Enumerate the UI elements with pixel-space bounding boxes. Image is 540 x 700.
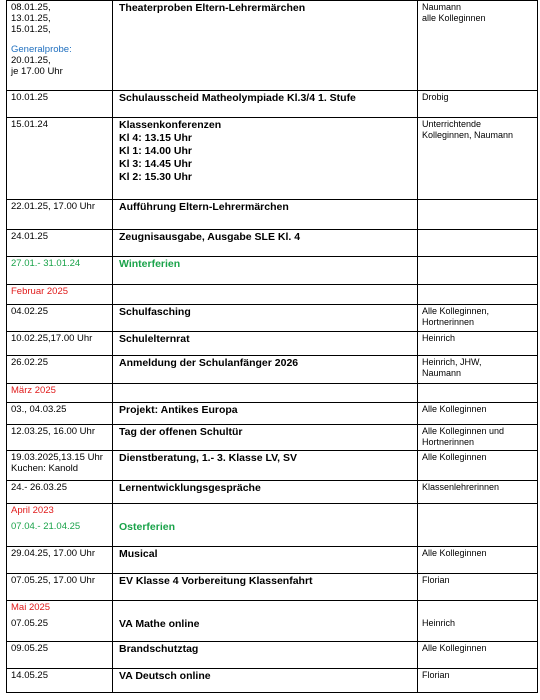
date-cell xyxy=(7,1,113,91)
text-line: Drobig xyxy=(422,92,449,102)
event-cell xyxy=(113,642,418,669)
event-row xyxy=(7,403,538,425)
responsible-cell xyxy=(418,305,538,332)
text-line: 24.- 26.03.25 xyxy=(11,482,67,493)
event-cell xyxy=(113,425,418,451)
date-cell xyxy=(7,520,113,547)
date-cell xyxy=(7,574,113,601)
event-cell xyxy=(113,574,418,601)
text-line: Heinrich xyxy=(422,617,456,628)
date-cell xyxy=(7,257,113,285)
event-row xyxy=(7,332,538,356)
text-line: Alle Kolleginnen xyxy=(422,643,487,653)
text-line: Florian xyxy=(422,670,450,680)
text-line: Brandschutztag xyxy=(119,643,199,655)
event-cell xyxy=(113,230,418,257)
text-line: Alle Kolleginnen xyxy=(422,404,487,414)
responsible-cell xyxy=(418,617,538,642)
date-cell xyxy=(7,617,113,642)
text-line: Schulfasching xyxy=(119,306,191,318)
text-line: 07.05.25 xyxy=(11,617,48,629)
empty-cell xyxy=(113,504,418,520)
month-row xyxy=(7,601,538,617)
event-row xyxy=(7,669,538,693)
empty-cell xyxy=(113,384,418,403)
text-line: Klassenkonferenzen xyxy=(119,119,222,131)
text-line: Kl 1: 14.00 Uhr xyxy=(119,145,192,157)
text-line: 09.05.25 xyxy=(11,643,48,654)
responsible-cell xyxy=(418,257,538,285)
date-cell xyxy=(7,200,113,230)
text-line: 19.03.2025,13.15 Uhr xyxy=(11,452,103,463)
text-line: Klassenlehrerinnen xyxy=(422,482,500,492)
empty-cell xyxy=(418,504,538,520)
event-cell xyxy=(113,332,418,356)
event-cell xyxy=(113,547,418,574)
date-cell xyxy=(7,425,113,451)
text-line: 14.05.25 xyxy=(11,670,48,681)
date-cell xyxy=(7,230,113,257)
text-line: Generalprobe: xyxy=(11,44,72,55)
date-cell xyxy=(7,305,113,332)
text-line: 08.01.25, xyxy=(11,2,51,13)
responsible-cell xyxy=(418,451,538,481)
event-cell xyxy=(113,617,418,642)
event-cell xyxy=(113,257,418,285)
text-line: Naumann xyxy=(422,367,462,378)
empty-cell xyxy=(418,384,538,403)
responsible-cell xyxy=(418,642,538,669)
text-line: Dienstberatung, 1.- 3. Klasse LV, SV xyxy=(119,452,297,464)
event-row xyxy=(7,91,538,118)
responsible-cell xyxy=(418,332,538,356)
date-cell xyxy=(7,547,113,574)
event-cell xyxy=(113,200,418,230)
text-line: 07.05.25, 17.00 Uhr xyxy=(11,575,95,586)
event-cell xyxy=(113,520,418,547)
event-cell xyxy=(113,451,418,481)
event-row xyxy=(7,481,538,504)
text-line: März 2025 xyxy=(11,385,56,396)
text-line: Heinrich xyxy=(422,333,456,343)
event-cell xyxy=(113,669,418,693)
empty-cell xyxy=(418,285,538,305)
event-row xyxy=(7,574,538,601)
event-row xyxy=(7,642,538,669)
month-label-cell xyxy=(7,504,113,520)
text-line: Lernentwicklungsgespräche xyxy=(119,482,261,494)
text-line: Schulausscheid Matheolympiade Kl.3/4 1. Stufe xyxy=(119,92,356,104)
text-line: je 17.00 Uhr xyxy=(11,66,63,77)
empty-cell xyxy=(113,285,418,305)
text-line: 03., 04.03.25 xyxy=(11,404,67,415)
text-line: Zeugnisausgabe, Ausgabe SLE Kl. 4 xyxy=(119,231,301,243)
date-cell xyxy=(7,356,113,384)
date-cell xyxy=(7,118,113,200)
responsible-cell xyxy=(418,200,538,230)
month-row xyxy=(7,384,538,403)
event-row xyxy=(7,617,538,642)
text-line: Unterrichtende xyxy=(422,119,482,129)
text-line: EV Klasse 4 Vorbereitung Klassenfahrt xyxy=(119,575,313,587)
responsible-cell xyxy=(418,1,538,91)
text-line: 04.02.25 xyxy=(11,306,48,317)
text-line: April 2023 xyxy=(11,505,54,516)
date-cell xyxy=(7,451,113,481)
empty-cell xyxy=(418,601,538,617)
responsible-cell xyxy=(418,547,538,574)
responsible-cell xyxy=(418,425,538,451)
text-line: Musical xyxy=(119,548,158,560)
event-cell xyxy=(113,91,418,118)
event-cell xyxy=(113,481,418,504)
event-cell xyxy=(113,118,418,200)
responsible-cell xyxy=(418,118,538,200)
text-line: Kuchen: Kanold xyxy=(11,463,79,474)
text-line: Mai 2025 xyxy=(11,602,51,613)
event-cell xyxy=(113,305,418,332)
date-cell xyxy=(7,669,113,693)
text-line: alle Kolleginnen xyxy=(422,12,486,23)
date-cell xyxy=(7,403,113,425)
empty-cell xyxy=(113,601,418,617)
text-line: Kolleginnen, Naumann xyxy=(422,129,514,140)
event-row xyxy=(7,305,538,332)
spacer xyxy=(11,35,108,44)
text-line: Februar 2025 xyxy=(11,286,69,297)
responsible-cell xyxy=(418,574,538,601)
date-cell xyxy=(7,481,113,504)
event-row xyxy=(7,356,538,384)
text-line: 10.01.25 xyxy=(11,92,48,103)
month-label-cell xyxy=(7,601,113,617)
event-row xyxy=(7,200,538,230)
month-row xyxy=(7,285,538,305)
responsible-cell xyxy=(418,356,538,384)
text-line: Kl 2: 15.30 Uhr xyxy=(119,171,192,183)
text-line: Alle Kolleginnen, xyxy=(422,306,490,316)
text-line: Osterferien xyxy=(119,520,176,533)
responsible-cell xyxy=(418,669,538,693)
text-line: Kl 4: 13.15 Uhr xyxy=(119,132,192,144)
date-cell xyxy=(7,642,113,669)
text-line: 27.01.- 31.01.24 xyxy=(11,258,81,269)
text-line: 22.01.25, 17.00 Uhr xyxy=(11,201,95,212)
text-line: Theaterproben Eltern-Lehrermärchen xyxy=(119,2,306,14)
text-line: 24.01.25 xyxy=(11,231,48,242)
responsible-cell xyxy=(418,481,538,504)
text-line: Alle Kolleginnen xyxy=(422,548,487,558)
event-row xyxy=(7,451,538,481)
holiday-row xyxy=(7,520,538,547)
text-line: 10.02.25,17.00 Uhr xyxy=(11,333,93,344)
text-line: Schulelternrat xyxy=(119,333,190,345)
text-line: Alle Kolleginnen xyxy=(422,452,487,462)
holiday-row xyxy=(7,257,538,285)
responsible-cell xyxy=(418,91,538,118)
text-line: Projekt: Antikes Europa xyxy=(119,404,238,416)
event-cell xyxy=(113,403,418,425)
text-line: Heinrich, JHW, xyxy=(422,357,482,367)
text-line: 26.02.25 xyxy=(11,357,48,368)
text-line: 29.04.25, 17.00 Uhr xyxy=(11,548,95,559)
text-line: Hortnerinnen xyxy=(422,436,475,447)
schedule-table xyxy=(6,0,538,693)
text-line: Aufführung Eltern-Lehrermärchen xyxy=(119,201,289,213)
text-line: 15.01.25, xyxy=(11,24,51,35)
text-line: Hortnerinnen xyxy=(422,316,475,327)
month-row xyxy=(7,504,538,520)
text-line: 07.04.- 21.04.25 xyxy=(11,520,81,532)
event-row xyxy=(7,118,538,200)
text-line: VA Deutsch online xyxy=(119,670,211,682)
text-line: Florian xyxy=(422,575,450,585)
text-line: Winterferien xyxy=(119,258,181,270)
event-cell xyxy=(113,356,418,384)
text-line: 20.01.25, xyxy=(11,55,51,66)
text-line: 15.01.24 xyxy=(11,119,48,130)
text-line: Kl 3: 14.45 Uhr xyxy=(119,158,192,170)
responsible-cell xyxy=(418,230,538,257)
text-line: Naumann xyxy=(422,2,462,12)
schedule-body xyxy=(7,1,538,693)
text-line: 13.01.25, xyxy=(11,13,51,24)
event-cell xyxy=(113,1,418,91)
date-cell xyxy=(7,91,113,118)
event-row xyxy=(7,1,538,91)
text-line: Anmeldung der Schulanfänger 2026 xyxy=(119,357,299,369)
month-label-cell xyxy=(7,285,113,305)
event-row xyxy=(7,230,538,257)
event-row xyxy=(7,547,538,574)
date-cell xyxy=(7,332,113,356)
responsible-cell xyxy=(418,520,538,547)
text-line: VA Mathe online xyxy=(119,617,200,630)
month-label-cell xyxy=(7,384,113,403)
text-line: Tag der offenen Schultür xyxy=(119,426,243,438)
text-line: Alle Kolleginnen und xyxy=(422,426,505,436)
text-line: 12.03.25, 16.00 Uhr xyxy=(11,426,95,437)
responsible-cell xyxy=(418,403,538,425)
event-row xyxy=(7,425,538,451)
